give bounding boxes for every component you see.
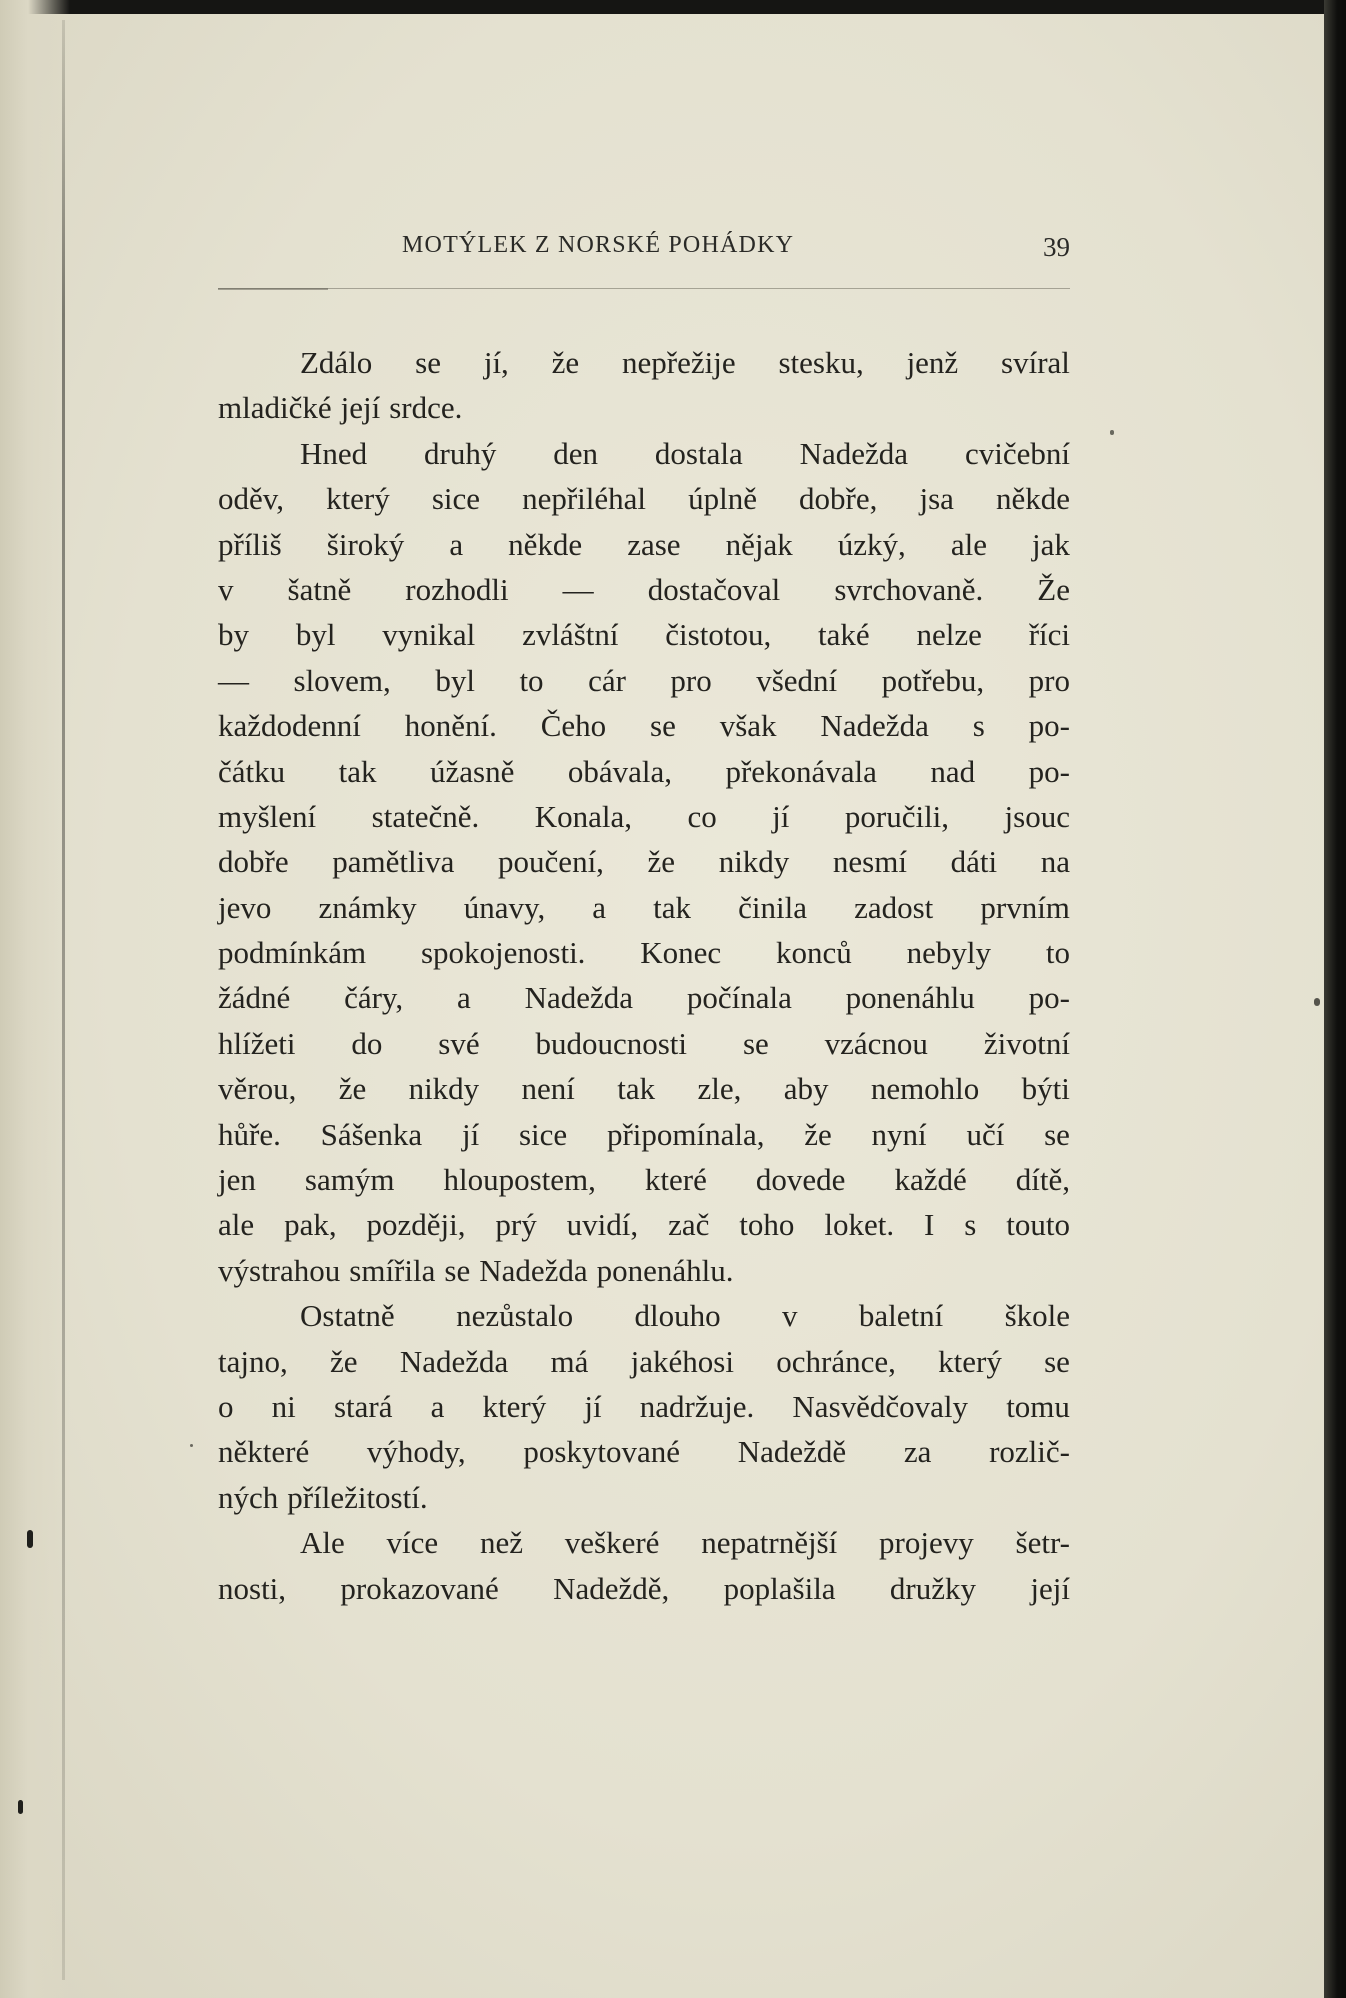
word: ale bbox=[950, 526, 987, 562]
text-line bbox=[218, 749, 1070, 794]
word: dlouho bbox=[634, 1298, 721, 1334]
word: všední bbox=[756, 662, 838, 698]
word: někde bbox=[508, 526, 583, 562]
word: cvičební bbox=[964, 435, 1070, 471]
word: nikdy bbox=[408, 1071, 480, 1107]
word: nyní bbox=[871, 1116, 927, 1152]
word: nad bbox=[930, 753, 976, 789]
text-line bbox=[218, 1112, 1070, 1157]
word: toho bbox=[739, 1207, 795, 1243]
word: svrchovaně. bbox=[834, 571, 984, 607]
word: tomu bbox=[1006, 1388, 1070, 1424]
text-line bbox=[218, 794, 1070, 839]
word: každé bbox=[894, 1162, 967, 1198]
word: samým bbox=[304, 1162, 395, 1198]
word: se bbox=[1044, 1116, 1070, 1152]
word: činila bbox=[738, 889, 807, 925]
word: rozlič- bbox=[989, 1434, 1070, 1470]
text-line bbox=[218, 1021, 1070, 1066]
text-line bbox=[218, 1384, 1070, 1429]
word: poskytované bbox=[523, 1434, 681, 1470]
word: dáti bbox=[950, 844, 998, 880]
word: nesmí bbox=[832, 844, 907, 880]
word: družky bbox=[889, 1570, 976, 1606]
word: také bbox=[818, 617, 870, 653]
word: na bbox=[1040, 844, 1070, 880]
paper-speck bbox=[1110, 430, 1114, 435]
word: do bbox=[351, 1025, 383, 1061]
word: široký bbox=[326, 526, 405, 562]
word: — bbox=[562, 571, 594, 607]
word: později, bbox=[366, 1207, 466, 1243]
word: se bbox=[444, 1252, 471, 1288]
word: veškeré bbox=[564, 1525, 660, 1561]
word: že bbox=[647, 844, 676, 880]
word: ochránce, bbox=[776, 1343, 896, 1379]
word: ponenáhlu bbox=[845, 980, 975, 1016]
word: hlížeti bbox=[218, 1025, 296, 1061]
word: pro bbox=[1028, 662, 1070, 698]
word: nelze bbox=[916, 617, 982, 653]
margin-ink-mark bbox=[18, 1800, 23, 1814]
word: životní bbox=[983, 1025, 1070, 1061]
word: hůře. bbox=[218, 1116, 281, 1152]
word: prokazované bbox=[340, 1570, 499, 1606]
word: Nadežda bbox=[479, 1252, 588, 1288]
word: který bbox=[938, 1343, 1002, 1379]
word: prvním bbox=[980, 889, 1070, 925]
word: tak bbox=[617, 1071, 656, 1107]
word: uvidí, bbox=[566, 1207, 639, 1243]
word: nezůstalo bbox=[456, 1298, 574, 1334]
word: počínala bbox=[686, 980, 792, 1016]
word: co bbox=[687, 798, 717, 834]
word: nikdy bbox=[718, 844, 790, 880]
word: škole bbox=[1004, 1298, 1070, 1334]
word: dovede bbox=[755, 1162, 846, 1198]
word: nějak bbox=[725, 526, 793, 562]
word: o bbox=[218, 1388, 234, 1424]
word: ných bbox=[218, 1479, 279, 1515]
word: nemohlo bbox=[870, 1071, 980, 1107]
word: který bbox=[326, 481, 390, 517]
word: sice bbox=[518, 1116, 568, 1152]
word: cár bbox=[588, 662, 626, 698]
word: Hned bbox=[300, 435, 368, 471]
word: učí bbox=[966, 1116, 1005, 1152]
text-line bbox=[218, 885, 1070, 930]
word: nadržuje. bbox=[639, 1388, 755, 1424]
word: její bbox=[340, 390, 381, 426]
word: čátku bbox=[218, 753, 286, 789]
word: zač bbox=[668, 1207, 710, 1243]
word: nepřežije bbox=[622, 345, 736, 380]
word: ni bbox=[271, 1388, 296, 1424]
text-line bbox=[218, 476, 1070, 521]
word: se bbox=[1044, 1343, 1070, 1379]
word: to bbox=[1045, 935, 1070, 971]
word: Nadeždě bbox=[737, 1434, 847, 1470]
word: tajno, bbox=[218, 1343, 288, 1379]
word: ponenáhlu. bbox=[596, 1252, 734, 1288]
word: jsouc bbox=[1004, 798, 1070, 834]
word: loket. bbox=[824, 1207, 895, 1243]
word: její bbox=[1030, 1570, 1070, 1606]
word: smířila bbox=[349, 1252, 436, 1288]
word: Sášenka bbox=[320, 1116, 423, 1152]
word: šatně bbox=[287, 571, 352, 607]
word: známky bbox=[318, 889, 417, 925]
word: Že bbox=[1037, 571, 1070, 607]
text-line bbox=[218, 1157, 1070, 1202]
word: se bbox=[650, 708, 676, 744]
word: únavy, bbox=[463, 889, 546, 925]
margin-ink-mark bbox=[27, 1530, 33, 1548]
word: příliš bbox=[218, 526, 282, 562]
word: jsa bbox=[919, 481, 954, 517]
word: úzký, bbox=[837, 526, 906, 562]
word: svíral bbox=[1001, 345, 1070, 380]
word: čistotou, bbox=[665, 617, 772, 653]
word: není bbox=[521, 1071, 575, 1107]
word: to bbox=[519, 662, 544, 698]
word: honění. bbox=[404, 708, 497, 744]
word: myšlení bbox=[218, 798, 317, 834]
word: baletní bbox=[858, 1298, 944, 1334]
word: statečně. bbox=[371, 798, 480, 834]
body-text bbox=[218, 340, 1070, 1611]
text-line bbox=[218, 1293, 1070, 1338]
word: který bbox=[482, 1388, 547, 1424]
text-line bbox=[218, 658, 1070, 703]
word: Nasvědčovaly bbox=[792, 1388, 969, 1424]
word: byl bbox=[435, 662, 475, 698]
word: tak bbox=[653, 889, 692, 925]
word: překonávala bbox=[725, 753, 877, 789]
word: že bbox=[338, 1071, 367, 1107]
word: den bbox=[553, 435, 599, 471]
page-header bbox=[218, 232, 1070, 272]
word: než bbox=[479, 1525, 523, 1561]
word: úžasně bbox=[429, 753, 515, 789]
text-line bbox=[218, 1066, 1070, 1111]
word: Nadežda bbox=[399, 1343, 509, 1379]
word: Ale bbox=[300, 1525, 345, 1561]
word: po- bbox=[1028, 753, 1070, 789]
margin-ink-mark bbox=[1314, 998, 1320, 1006]
word: tak bbox=[338, 753, 377, 789]
running-title: MOTÝLEK Z NORSKÉ POHÁDKY bbox=[402, 232, 795, 258]
text-line bbox=[218, 612, 1070, 657]
word: které bbox=[644, 1162, 707, 1198]
word: poručili, bbox=[844, 798, 950, 834]
word: Zdálo bbox=[300, 345, 373, 380]
word: některé bbox=[218, 1434, 310, 1470]
page-number: 39 bbox=[1043, 232, 1070, 262]
word: nepřiléhal bbox=[522, 481, 647, 517]
text-line bbox=[218, 385, 1070, 430]
word: dobře, bbox=[799, 481, 878, 517]
word: Ostatně bbox=[300, 1298, 395, 1334]
word: nosti, bbox=[218, 1570, 287, 1606]
text-line bbox=[218, 975, 1070, 1020]
word: v bbox=[218, 571, 234, 607]
word: jí bbox=[584, 1388, 602, 1424]
word: poučení, bbox=[498, 844, 604, 880]
word: Nadežda bbox=[524, 980, 634, 1016]
word: mladičké bbox=[218, 390, 332, 426]
text-line bbox=[218, 431, 1070, 476]
page-gutter bbox=[0, 0, 70, 1998]
word: s bbox=[972, 708, 985, 744]
word: stesku, bbox=[778, 345, 864, 380]
text-line bbox=[218, 567, 1070, 612]
word: Čeho bbox=[540, 708, 607, 744]
word: se bbox=[742, 1025, 769, 1061]
word: s bbox=[964, 1207, 977, 1243]
word: pamětliva bbox=[332, 844, 455, 880]
word: každodenní bbox=[218, 708, 361, 744]
word: jí, bbox=[483, 345, 509, 380]
scan-right-edge bbox=[1324, 0, 1346, 1998]
word: podmínkám bbox=[218, 935, 367, 971]
word: touto bbox=[1006, 1207, 1070, 1243]
text-line bbox=[218, 1566, 1070, 1611]
word: projevy bbox=[879, 1525, 974, 1561]
word: a bbox=[457, 980, 471, 1016]
word: poplašila bbox=[723, 1570, 836, 1606]
word: srdce. bbox=[389, 390, 463, 426]
text-line bbox=[218, 1339, 1070, 1384]
word: pak, bbox=[284, 1207, 337, 1243]
word: jí bbox=[772, 798, 790, 834]
word: že bbox=[551, 345, 580, 380]
word: budoucnosti bbox=[535, 1025, 688, 1061]
word: Nadeždě, bbox=[553, 1570, 670, 1606]
word: má bbox=[550, 1343, 589, 1379]
word: sice bbox=[431, 481, 481, 517]
word: pro bbox=[670, 662, 712, 698]
text-line bbox=[218, 340, 1070, 385]
word: jí bbox=[461, 1116, 480, 1152]
word: říci bbox=[1028, 617, 1070, 653]
word: že bbox=[804, 1116, 832, 1152]
text-line bbox=[218, 1475, 1070, 1520]
word: věrou, bbox=[218, 1071, 297, 1107]
word: I bbox=[924, 1207, 935, 1243]
word: spokojenosti. bbox=[420, 935, 586, 971]
word: po- bbox=[1028, 708, 1070, 744]
word: vynikal bbox=[382, 617, 476, 653]
word: oděv, bbox=[218, 481, 284, 517]
word: slovem, bbox=[293, 662, 391, 698]
word: někde bbox=[995, 481, 1070, 517]
word: konců bbox=[776, 935, 852, 971]
word: druhý bbox=[424, 435, 497, 471]
word: po- bbox=[1028, 980, 1070, 1016]
word: prý bbox=[495, 1207, 537, 1243]
word: a bbox=[430, 1388, 445, 1424]
text-line bbox=[218, 1202, 1070, 1247]
word: však bbox=[719, 708, 777, 744]
word: úplně bbox=[688, 481, 757, 517]
word: Nadežda bbox=[799, 435, 909, 471]
word: stará bbox=[333, 1388, 393, 1424]
word: dostačoval bbox=[647, 571, 781, 607]
spine-shadow bbox=[62, 20, 65, 1980]
word: jakéhosi bbox=[630, 1343, 734, 1379]
word: šetr- bbox=[1015, 1525, 1070, 1561]
word: byl bbox=[295, 617, 336, 653]
word: Konec bbox=[640, 935, 722, 971]
word: jen bbox=[218, 1162, 256, 1198]
word: výhody, bbox=[366, 1434, 466, 1470]
word: jevo bbox=[218, 889, 272, 925]
word: v bbox=[781, 1298, 798, 1334]
word: žádné bbox=[218, 980, 291, 1016]
word: jak bbox=[1032, 526, 1070, 562]
word: obávala, bbox=[567, 753, 672, 789]
text-line bbox=[218, 1429, 1070, 1474]
word: své bbox=[438, 1025, 480, 1061]
text-line bbox=[218, 703, 1070, 748]
word: se bbox=[415, 345, 441, 380]
text-line bbox=[218, 1248, 1070, 1293]
paper-speck bbox=[190, 1444, 193, 1447]
word: zvláštní bbox=[522, 617, 619, 653]
word: dostala bbox=[654, 435, 743, 471]
header-rule-accent bbox=[218, 288, 328, 290]
word: nepatrnější bbox=[701, 1525, 838, 1561]
word: dítě, bbox=[1015, 1162, 1070, 1198]
word: býti bbox=[1021, 1071, 1070, 1107]
word: nebyly bbox=[906, 935, 992, 971]
scan-top-edge bbox=[0, 0, 1346, 14]
word: vzácnou bbox=[824, 1025, 928, 1061]
word: a bbox=[592, 889, 607, 925]
word: výstrahou bbox=[218, 1252, 341, 1288]
word: hloupostem, bbox=[443, 1162, 596, 1198]
word: — bbox=[218, 662, 249, 698]
word: Konala, bbox=[534, 798, 632, 834]
header-rule bbox=[218, 288, 1070, 289]
word: ale bbox=[218, 1207, 255, 1243]
text-line bbox=[218, 839, 1070, 884]
word: zadost bbox=[854, 889, 934, 925]
word: aby bbox=[783, 1071, 829, 1107]
word: za bbox=[903, 1434, 932, 1470]
word: Nadežda bbox=[820, 708, 929, 744]
text-line bbox=[218, 1520, 1070, 1565]
word: že bbox=[330, 1343, 358, 1379]
word: potřebu, bbox=[881, 662, 985, 698]
word: čáry, bbox=[344, 980, 404, 1016]
word: a bbox=[449, 526, 464, 562]
word: jenž bbox=[906, 345, 959, 380]
text-line bbox=[218, 930, 1070, 975]
text-line bbox=[218, 522, 1070, 567]
word: rozhodli bbox=[405, 571, 509, 607]
word: zle, bbox=[697, 1071, 742, 1107]
word: příležitostí. bbox=[287, 1479, 428, 1515]
word: zase bbox=[627, 526, 681, 562]
word: dobře bbox=[218, 844, 289, 880]
word: více bbox=[386, 1525, 439, 1561]
word: by bbox=[218, 617, 249, 653]
word: připomínala, bbox=[606, 1116, 765, 1152]
